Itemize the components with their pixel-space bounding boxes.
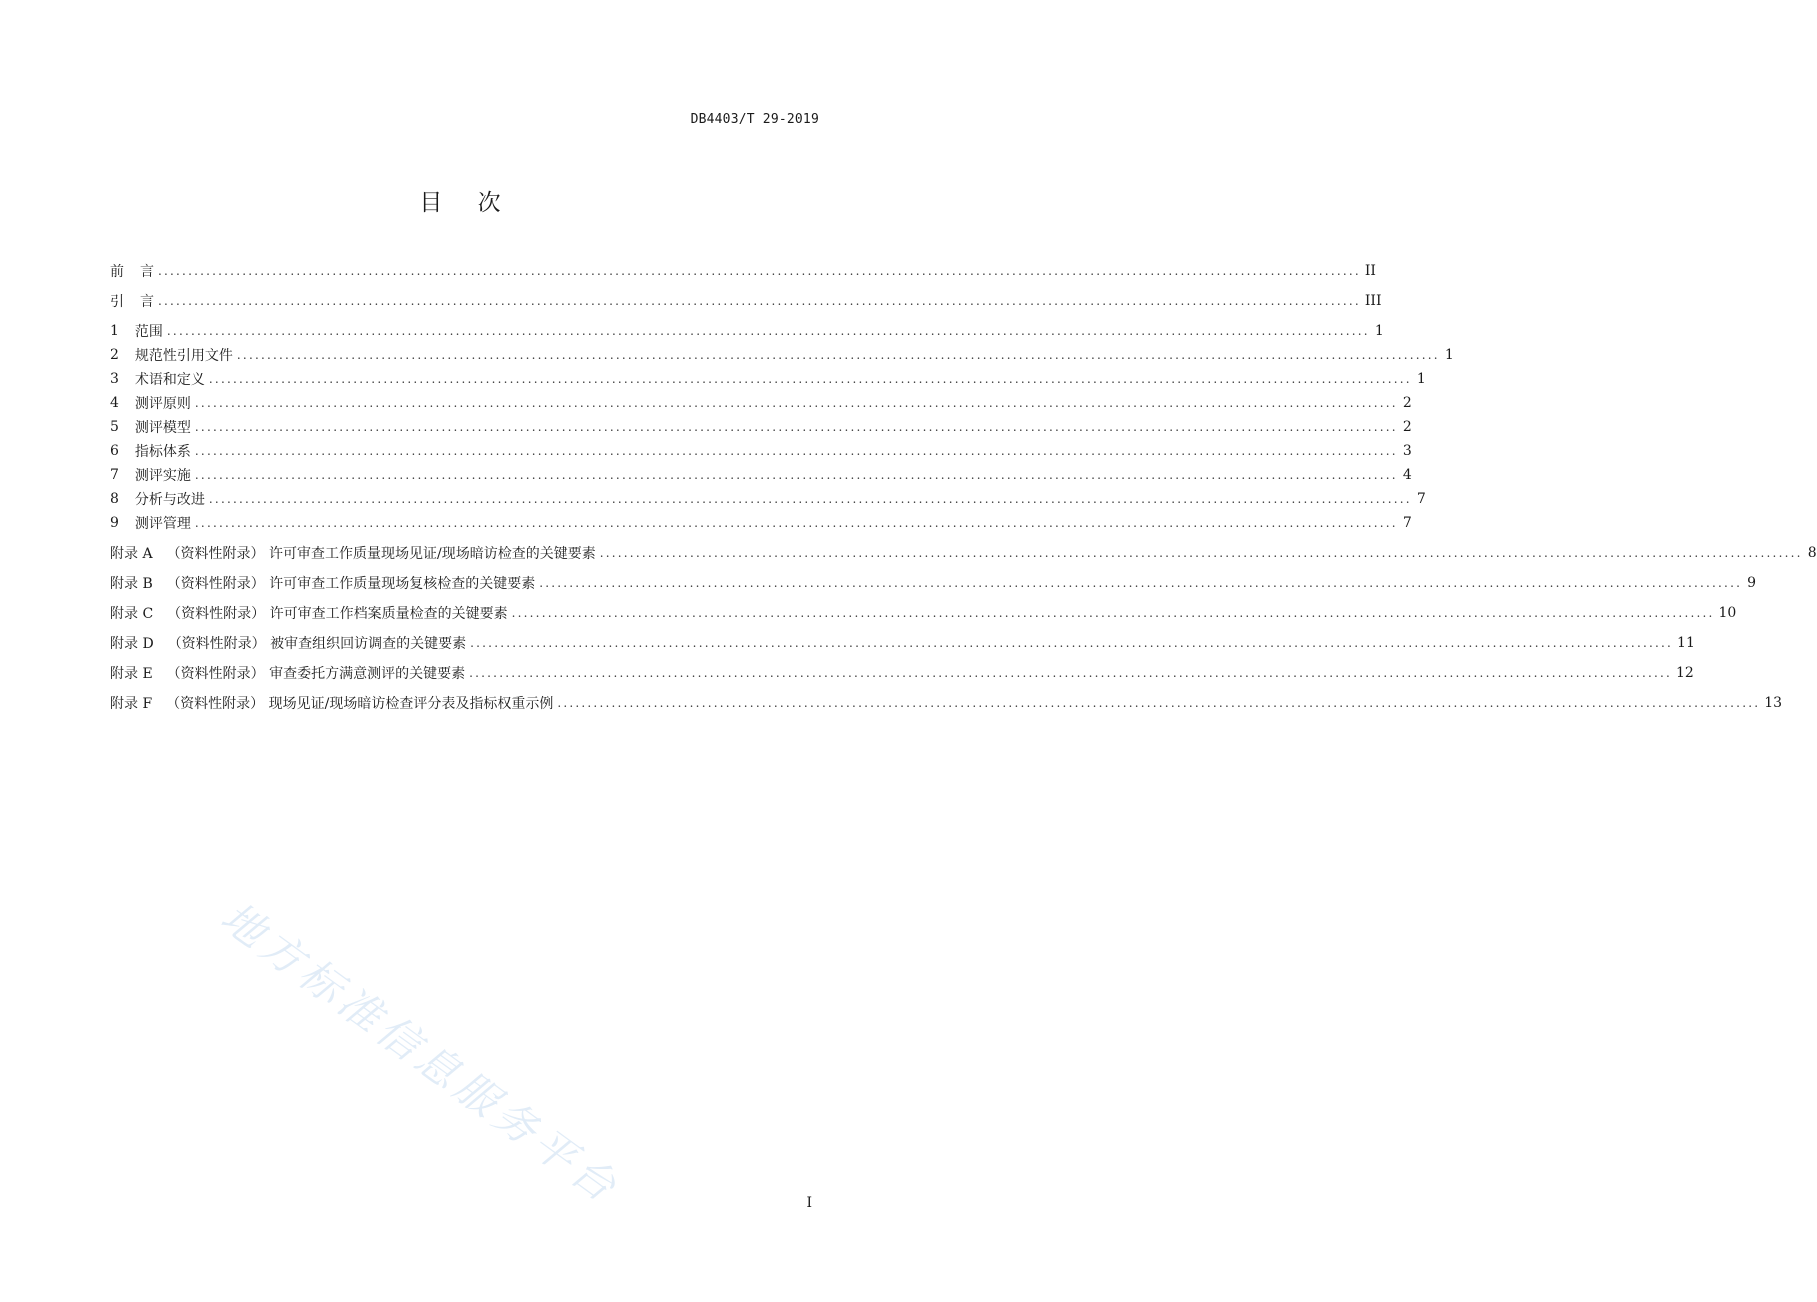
toc-leader-dots: ........................................................................................................................................................................................................ (158, 294, 1361, 308)
toc-entry-label: 测评模型 (134, 420, 191, 436)
toc-entry-page: 3 (1402, 443, 1412, 459)
page-title: 目 次 (419, 190, 515, 216)
toc-entry-number: 1 (110, 323, 119, 339)
toc-entry-page: 11 (1677, 635, 1695, 651)
toc-entry[interactable] (110, 603, 1737, 623)
toc-entry-number: 附录 E (110, 666, 153, 682)
standard-code: DB4403/T 29-2019 (690, 112, 819, 127)
toc-entry-label: （资料性附录） 许可审查工作质量现场见证/现场暗访检查的关键要素 (166, 546, 596, 562)
toc-entry-page: II (1364, 263, 1376, 279)
toc-entry-page: 12 (1676, 665, 1694, 681)
toc-leader-dots: ........................................................................................................................................................................................................ (539, 576, 1743, 590)
toc-entry-number: 附录 A (110, 546, 153, 562)
toc-leader-dots: ........................................................................................................................................................................................................ (599, 546, 1803, 560)
toc-entry-page: 1 (1374, 323, 1384, 339)
toc-entry-number: 7 (110, 467, 119, 483)
toc-entry[interactable] (110, 291, 1382, 311)
toc-leader-dots: ........................................................................................................................................................................................................ (158, 264, 1361, 278)
toc-entry-label: （资料性附录） 审查委托方满意测评的关键要素 (166, 666, 466, 682)
toc-entry[interactable] (110, 573, 1757, 593)
toc-entry-label: 言 (140, 294, 154, 310)
toc-entry[interactable] (110, 633, 1695, 653)
toc-entry-number: 9 (110, 515, 119, 531)
toc-leader-dots: ........................................................................................................................................................................................................ (194, 516, 1398, 530)
toc-leader-dots: ........................................................................................................................................................................................................ (511, 606, 1715, 620)
toc-entry-number: 附录 D (110, 636, 154, 652)
toc-leader-dots: ........................................................................................................................................................................................................ (236, 348, 1440, 362)
toc-entry-label: 测评原则 (134, 396, 191, 412)
toc-leader-dots: ........................................................................................................................................................................................................ (470, 636, 1674, 650)
toc-entry[interactable] (110, 663, 1694, 683)
toc-entry[interactable] (110, 345, 1454, 365)
toc-entry-page: 1 (1444, 347, 1454, 363)
toc-entry[interactable] (110, 393, 1412, 413)
toc-leader-dots: ........................................................................................................................................................................................................ (194, 420, 1398, 434)
toc-leader-dots: ........................................................................................................................................................................................................ (194, 468, 1398, 482)
toc-leader-dots: ........................................................................................................................................................................................................ (194, 396, 1398, 410)
toc-entry-page: 1 (1416, 371, 1426, 387)
toc-entry-number: 3 (110, 371, 119, 387)
toc-entry[interactable] (110, 543, 1817, 563)
toc-entry-label: 范围 (134, 324, 163, 340)
toc-entry[interactable] (110, 261, 1376, 281)
toc-entry-page: 9 (1747, 575, 1757, 591)
toc-entry-number: 6 (110, 443, 119, 459)
toc-entry[interactable] (110, 417, 1412, 437)
toc-leader-dots: ........................................................................................................................................................................................................ (208, 372, 1412, 386)
toc-entry-label: （资料性附录） 许可审查工作质量现场复核检查的关键要素 (166, 576, 536, 592)
toc-entry-number: 引 (110, 294, 124, 310)
toc-entry-label: （资料性附录） 现场见证/现场暗访检查评分表及指标权重示例 (166, 696, 554, 712)
watermark: 地方标准信息服务平台 (212, 892, 630, 1214)
toc-entry-label: 分析与改进 (134, 492, 205, 508)
toc-entry-label: 测评管理 (134, 516, 191, 532)
toc-entry-number: 附录 B (110, 576, 153, 592)
toc-entry-page: 10 (1718, 605, 1737, 621)
toc-leader-dots: ........................................................................................................................................................................................................ (469, 666, 1673, 680)
toc-entry-page: 8 (1807, 545, 1817, 561)
toc-entry-label: 言 (140, 264, 154, 280)
toc-entry-page: 13 (1764, 695, 1783, 711)
toc-entry-number: 4 (110, 395, 119, 411)
toc-entry-page: 7 (1402, 515, 1412, 531)
toc-entry-number: 附录 C (110, 606, 154, 622)
toc-entry-label: （资料性附录） 被审查组织回访调查的关键要素 (167, 636, 467, 652)
toc-entry[interactable] (110, 465, 1412, 485)
toc-entry[interactable] (110, 489, 1426, 509)
toc-entry[interactable] (110, 513, 1412, 533)
toc-entry-label: 指标体系 (134, 444, 191, 460)
toc-leader-dots: ........................................................................................................................................................................................................ (208, 492, 1412, 506)
toc-entry-number: 2 (110, 347, 119, 363)
toc-entry[interactable] (110, 441, 1412, 461)
toc-entry-page: 2 (1402, 395, 1412, 411)
toc-entry-label: （资料性附录） 许可审查工作档案质量检查的关键要素 (167, 606, 508, 622)
toc-entry-label: 术语和定义 (134, 372, 205, 388)
toc-entry-number: 附录 F (110, 696, 153, 712)
toc-entry[interactable] (110, 369, 1426, 389)
toc-entry-label: 测评实施 (134, 468, 191, 484)
toc-entry-label: 规范性引用文件 (134, 348, 233, 364)
toc-entry-number: 5 (110, 419, 119, 435)
toc-entry-page: 7 (1416, 491, 1426, 507)
toc-entry[interactable] (110, 321, 1384, 341)
toc-leader-dots: ........................................................................................................................................................................................................ (166, 324, 1370, 338)
toc-leader-dots: ........................................................................................................................................................................................................ (557, 696, 1761, 710)
toc-entry-page: III (1364, 293, 1382, 309)
toc-entry-page: 2 (1402, 419, 1412, 435)
toc-entry-number: 前 (110, 264, 124, 280)
footer-page-number: I (806, 1195, 812, 1211)
toc-entry[interactable] (110, 693, 1783, 713)
toc-leader-dots: ........................................................................................................................................................................................................ (194, 444, 1398, 458)
toc-entry-page: 4 (1402, 467, 1412, 483)
toc-entry-number: 8 (110, 491, 119, 507)
